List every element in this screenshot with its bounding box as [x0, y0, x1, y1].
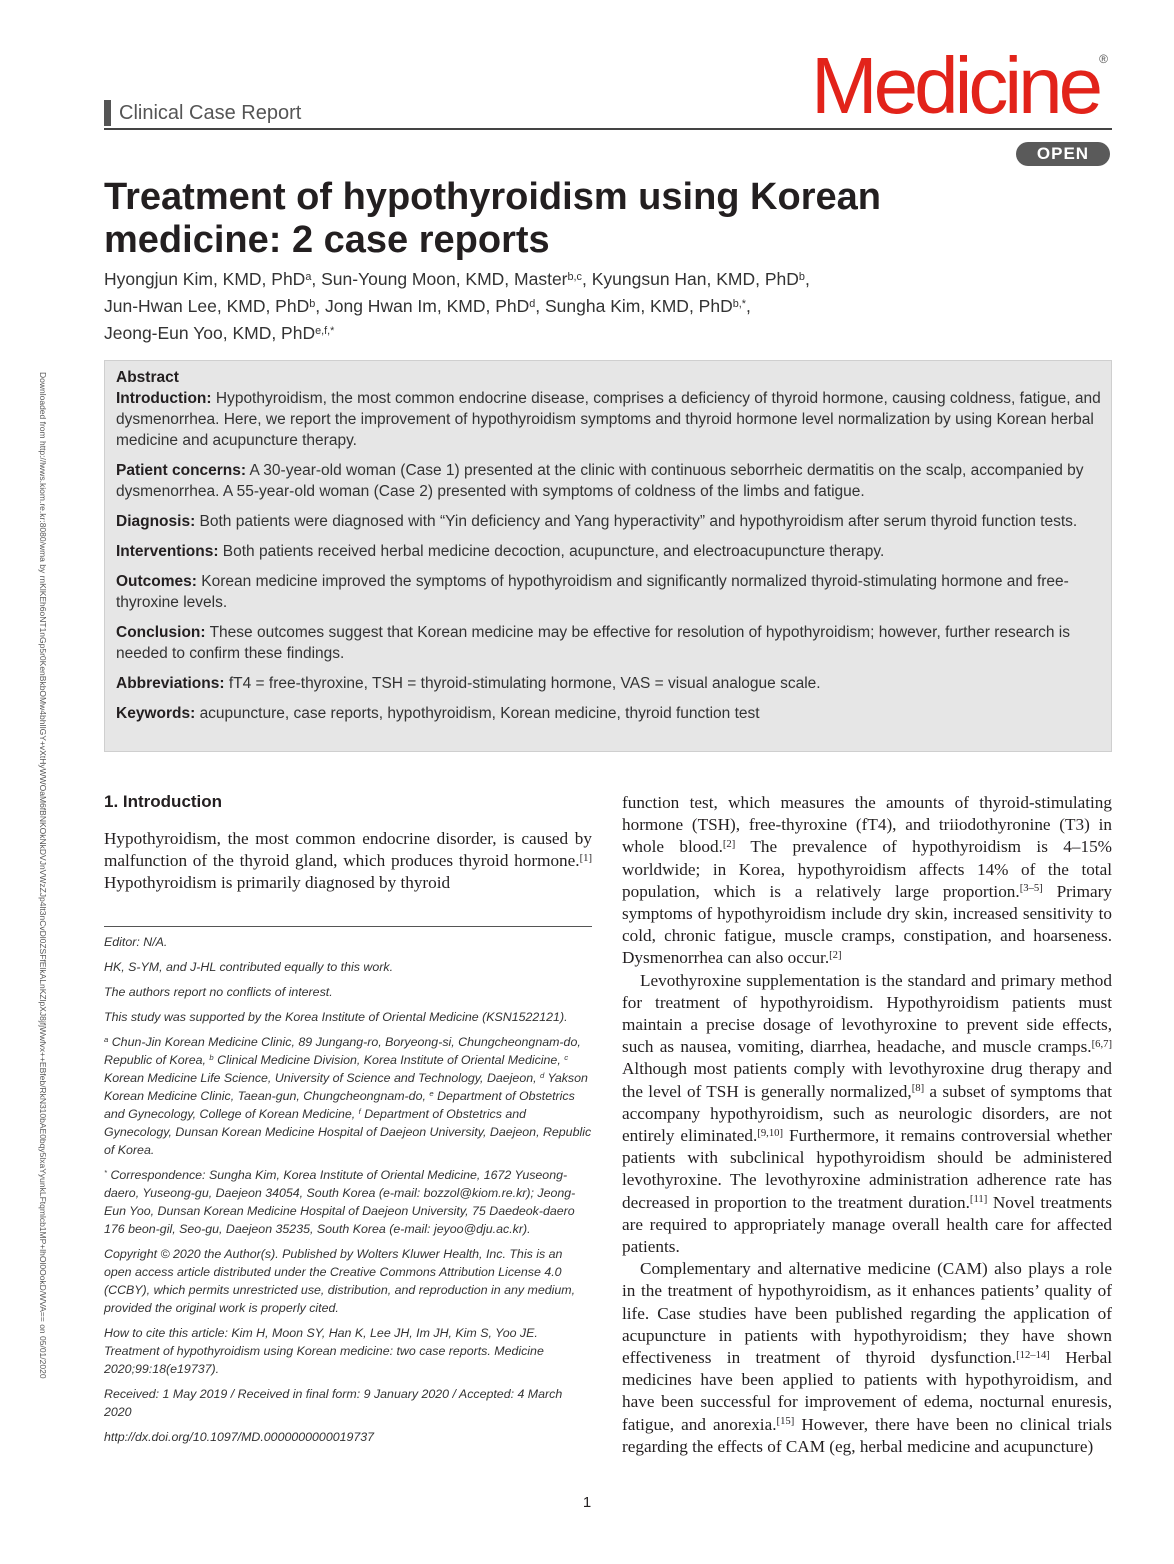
journal-name: Medicine — [811, 41, 1100, 130]
citation-ref: [2] — [829, 950, 842, 962]
article-title: Treatment of hypothyroidism using Korean medicine: 2 case reports — [104, 176, 881, 261]
author-separator: , — [315, 296, 325, 316]
abstract-section-label: Diagnosis: — [116, 513, 196, 530]
page-number: 1 — [582, 1494, 592, 1511]
body-text: Furthermore, it remains controversial whether patients with subclinical hypothyroidism should be administered levothyroxine. The levothyroxine administration adherence rate has decreased in proportion to the treatment duration. — [622, 1126, 1112, 1212]
body-text: Herbal medicines have been applied to patients with hypothyroidism, and have been successful for improvement of edema, nocturnal enuresis, fatigue, and anorexia. — [622, 1348, 1112, 1434]
author-name: Sungha Kim, KMD, PhD — [545, 296, 733, 316]
abstract-section — [116, 541, 1101, 562]
footnote-conflicts: The authors report no conflicts of interest. — [104, 984, 333, 999]
author-name: Kyungsun Han, KMD, PhD — [591, 269, 799, 289]
affiliation-mark: d — [540, 1070, 545, 1080]
intro-paragraph-1 — [104, 828, 592, 895]
right-column — [622, 792, 1112, 1458]
left-column — [104, 792, 592, 1453]
author-affiliation-mark: b — [309, 297, 316, 310]
affiliation-mark: b — [209, 1052, 214, 1062]
footnote-funding: This study was supported by the Korea Institute of Oriental Medicine (KSN1522121). — [104, 1009, 568, 1024]
abstract-section-label: Patient concerns: — [116, 462, 247, 479]
affiliation-text: Chun-Jin Korean Medicine Clinic, 89 Jungang-ro, Boryeong-si, Chungcheongnam-do, Republic of Korea, — [104, 1034, 581, 1067]
citation-ref: [3–5] — [1019, 883, 1043, 895]
affiliation-text: Department of Obstetrics and Gynecology, College of Korean Medicine, — [104, 1088, 575, 1121]
body-text: Novel treatments are required to appropriately manage overall health care for affected patients. — [622, 1192, 1113, 1257]
footnote-citation: How to cite this article: Kim H, Moon SY, Han K, Lee JH, Im JH, Kim S, Yoo JE. Treatment of hypothyroidism using Korean medicine: two case reports. Medicine 2020;99:18(e19737). — [104, 1325, 544, 1376]
download-watermark: Downloaded from http://lwws.kiom.re.kr:8080/wma by rnKlKEh6oNT1nGp5r0KenBkbOMw4bhIlGY+vXtHyWWOaM6fBNKOkNkDVJnVWzZJp4lt3nCvDl0ZSFfElkALnKZlpXJ8jfjWwfvx++EBfeb/RkN310bAE0bqy5lxaYyunkLFtqmlcb1MP+lhOl0OokD/WVA== on 05/01/2020 — [38, 372, 48, 1379]
author-affiliation-mark: b,c — [567, 270, 582, 283]
footnote-editor: Editor: N/A. — [104, 934, 168, 949]
abstract-section — [116, 703, 1101, 724]
body-text: However, there have been no clinical trials regarding the effects of CAM (eg, herbal medicine and acupuncture) — [622, 1414, 1112, 1456]
author-affiliation-mark: a — [305, 270, 312, 283]
author-separator: , — [804, 269, 810, 289]
correspondence-text: Correspondence: Sungha Kim, Korea Institute of Oriental Medicine, 1672 Yuseong-daero, Yuseong-gu, Daejeon 34054, South Korea (e-mail: bozzol@kiom.re.kr); Jeong-Eun Yoo, Dunsan Korean Medicine Hospital of Daejeon University, 75 Daedeok-daero 176 beon-gil, Seo-gu, Daejeon 35235, South Korea (e-mail: jeyoo@dju.ac.kr). — [104, 1167, 576, 1236]
abstract-section — [116, 388, 1101, 451]
footnote-correspondence — [104, 1166, 592, 1238]
affiliation-text: Korean Medicine Life Science, University of Science and Technology, Daejeon, — [104, 1070, 540, 1085]
footnote-affiliations — [104, 1033, 592, 1159]
abstract-section-text: Korean medicine improved the symptoms of hypothyroidism and significantly normalized thyroid-stimulating hormone and free-thyroxine levels. — [116, 573, 1069, 611]
citation-ref: [12–14] — [1016, 1349, 1050, 1361]
abstract-section — [116, 511, 1101, 532]
affiliation-text: Clinical Medicine Division, Korea Institute of Oriental Medicine, — [213, 1052, 565, 1067]
body-text: Hypothyroidism is primarily diagnosed by thyroid — [104, 873, 451, 893]
open-access-badge: OPEN — [1016, 142, 1110, 166]
body-text: Primary symptoms of hypothyroidism include dry skin, increased sensitivity to cold, chronic fatigue, muscle cramps, constipation, and hoarseness. Dysmenorrhea can also occur. — [622, 881, 1112, 968]
abstract-section-label: Outcomes: — [116, 573, 197, 590]
citation-ref: [1] — [579, 852, 592, 864]
author-name: Jun-Hwan Lee, KMD, PhD — [104, 296, 310, 316]
body-text: a subset of symptoms that accompany hypothyroidism, such as neurologic disorders, are not entirely eliminated. — [622, 1081, 1112, 1146]
intro-paragraph-2 — [622, 792, 1112, 970]
section-heading-introduction: 1. Introduction — [104, 792, 223, 811]
abstract-sections — [116, 388, 1101, 724]
correspondence-mark: * — [104, 1167, 107, 1177]
author-affiliation-mark: e,f,* — [315, 324, 335, 337]
footnote-dates: Received: 1 May 2019 / Received in final form: 9 January 2020 / Accepted: 4 March 2020 — [104, 1386, 563, 1419]
abstract-section-text: These outcomes suggest that Korean medicine may be effective for resolution of hypothyroidism; however, further research is needed to confirm these findings. — [116, 624, 1070, 662]
author-name: Sun-Young Moon, KMD, Master — [321, 269, 568, 289]
abstract-heading: Abstract — [116, 369, 179, 386]
abstract-section-text: Hypothyroidism, the most common endocrine disease, comprises a deficiency of thyroid hormone, causing coldness, fatigue, and dysmenorrhea. Here, we report the improvement of hypothyroidism symptoms and thyroid hormone level normalization by using Korean herbal medicine and acupuncture therapy. — [116, 390, 1101, 449]
body-text: Complementary and alternative medicine (CAM) also plays a role in the treatment of hypothyroidism, as it enhances patients’ quality of life. Case studies have been published regarding the application of acupuncture in patients with hypothyroidism; they have shown effectiveness in treatment of thyroid dysfunction. — [622, 1259, 1112, 1368]
abstract-section-text: fT4 = free-thyroxine, TSH = thyroid-stimulating hormone, VAS = visual analogue scale. — [228, 675, 821, 692]
author-name: Jeong-Eun Yoo, KMD, PhD — [104, 323, 316, 343]
abstract-section-label: Conclusion: — [116, 624, 206, 641]
intro-paragraph-4 — [622, 1258, 1112, 1458]
body-text: The prevalence of hypothyroidism is 4–15% worldwide; in Korea, hypothyroidism affects 14% of the total population, which is a relatively large proportion. — [622, 837, 1112, 901]
author-affiliation-mark: b — [798, 270, 805, 283]
footnote-equal-contribution: HK, S-YM, and J-HL contributed equally to this work. — [104, 959, 394, 974]
footnote-doi: http://dx.doi.org/10.1097/MD.0000000000019737 — [104, 1429, 375, 1444]
abstract-box — [104, 360, 1112, 752]
author-separator: , — [745, 296, 751, 316]
affiliation-mark: f — [358, 1106, 361, 1116]
abstract-section — [116, 622, 1101, 664]
body-text: function test, which measures the amounts of thyroid-stimulating hormone (TSH), free-thyroxine (fT4), and triiodothyronine (T3) in whole blood. — [622, 793, 1112, 857]
author-name: Hyongjun Kim, KMD, PhD — [104, 269, 306, 289]
author-affiliation-mark: b,* — [732, 297, 746, 310]
author-separator: , — [535, 296, 545, 316]
abstract-section-label: Keywords: — [116, 705, 196, 722]
abstract-section-text: Both patients were diagnosed with “Yin deficiency and Yang hyperactivity” and hypothyroidism after serum thyroid function tests. — [199, 513, 1078, 530]
abstract-section-text: A 30-year-old woman (Case 1) presented at the clinic with continuous seborrheic dermatitis on the scalp, accompanied by dysmenorrhea. A 55-year-old woman (Case 2) presented with symptoms of coldness of the limbs and fatigue. — [116, 462, 1084, 500]
article-type-label: Clinical Case Report — [104, 100, 301, 126]
journal-logo — [811, 41, 1108, 130]
body-text: Although most patients comply with levothyroxine drug therapy and the level of TSH is generally normalized, — [622, 1059, 1112, 1101]
intro-paragraph-3 — [622, 970, 1112, 1259]
author-affiliation-mark: d — [529, 297, 536, 310]
footnote-divider — [104, 926, 592, 927]
abstract-section-label: Interventions: — [116, 543, 219, 560]
body-text: Hypothyroidism, the most common endocrine disorder, is caused by malfunction of the thyroid gland, which produces thyroid hormone. — [104, 829, 592, 871]
affiliation-mark: c — [564, 1052, 569, 1062]
footnote-copyright: Copyright © 2020 the Author(s). Published by Wolters Kluwer Health, Inc. This is an open access article distributed under the Creative Commons Attribution License 4.0 (CCBY), which permits unrestricted use, distribution, and reproduction in any medium, provided the original work is properly cited. — [104, 1246, 576, 1315]
affiliation-text: Department of Obstetrics and Gynecology, Dunsan Korean Medicine Hospital of Daejeon University, Daejeon, Republic of Korea. — [104, 1106, 592, 1157]
citation-ref: [8] — [911, 1083, 925, 1095]
affiliation-text: Yakson Korean Medicine Clinic, Taean-gun, Chungcheongnam-do, — [104, 1070, 588, 1103]
abstract-section — [116, 571, 1101, 613]
abstract-section-text: acupuncture, case reports, hypothyroidism, Korean medicine, thyroid function test — [199, 705, 760, 722]
abstract-section — [116, 673, 1101, 694]
registered-mark: ® — [1099, 52, 1108, 66]
citation-ref: [9,10] — [757, 1127, 784, 1139]
citation-ref: [2] — [722, 839, 736, 851]
author-separator: , — [581, 269, 592, 289]
author-list — [104, 266, 1004, 347]
author-separator: , — [311, 269, 322, 289]
abstract-section-label: Introduction: — [116, 390, 212, 407]
citation-ref: [15] — [776, 1416, 795, 1428]
affiliation-mark: a — [104, 1034, 109, 1044]
abstract-section — [116, 460, 1101, 502]
citation-ref: [11] — [969, 1194, 988, 1206]
body-text: Levothyroxine supplementation is the standard and primary method for treatment of hypothyroidism. Hypothyroidism patients must maintain a precise dosage of levothyroxine to prevent side effects, such as nausea, vomiting, diarrhea, headache, and muscle cramps. — [622, 970, 1112, 1057]
affiliation-mark: e — [429, 1088, 434, 1098]
citation-ref: [6,7] — [1091, 1038, 1112, 1050]
abstract-section-text: Both patients received herbal medicine decoction, acupuncture, and electroacupuncture therapy. — [222, 543, 885, 560]
abstract-section-label: Abbreviations: — [116, 675, 225, 692]
author-name: Jong Hwan Im, KMD, PhD — [325, 296, 530, 316]
